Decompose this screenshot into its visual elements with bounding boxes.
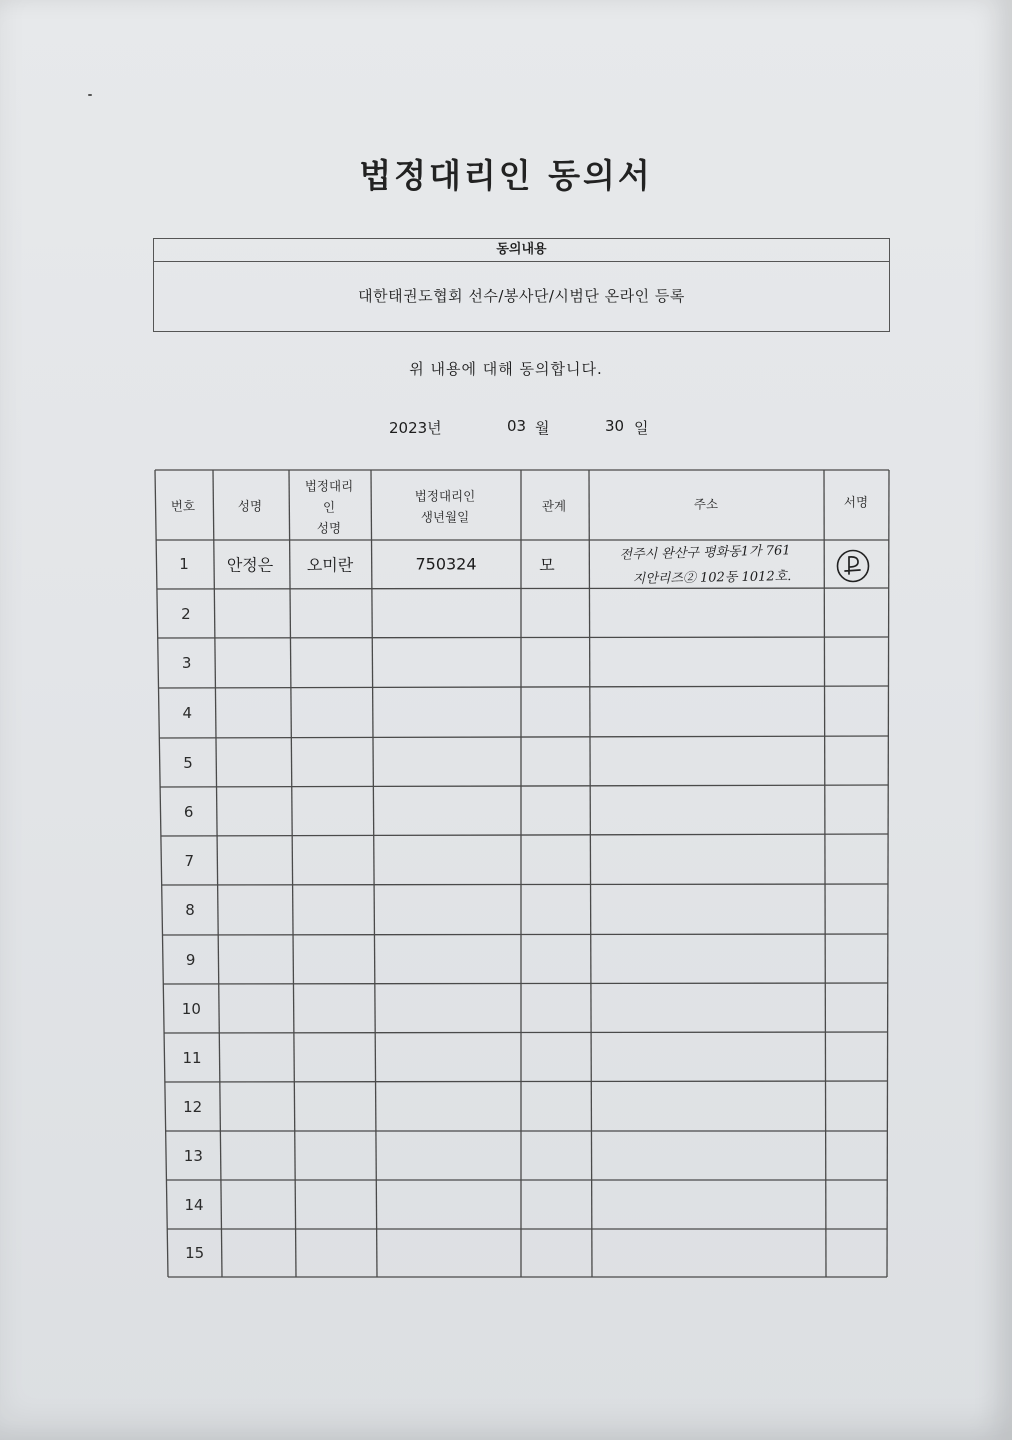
consent-body: 대한태권도협회 선수/봉사단/시범단 온라인 등록 <box>358 287 685 305</box>
row-number: 3 <box>181 654 192 672</box>
row-1-guardian-birth: 750324 <box>415 554 477 574</box>
header-guardian-name-line3: 성명 <box>316 520 342 536</box>
row-1-number: 1 <box>179 555 189 573</box>
header-name: 성명 <box>237 498 263 514</box>
date-day-value: 30 <box>605 417 625 435</box>
table-column-line <box>289 470 296 1277</box>
table-row-line <box>164 1032 888 1033</box>
date-month-value: 03 <box>507 417 527 435</box>
table-column-line <box>589 470 592 1277</box>
table-column-line <box>371 470 377 1277</box>
row-number: 9 <box>185 950 196 969</box>
row-number: 14 <box>184 1195 204 1214</box>
header-guardian-birth-line1: 법정대리인 <box>414 488 476 504</box>
consent-header: 동의내용 <box>154 239 889 262</box>
row-number: 13 <box>183 1146 203 1165</box>
row-1-address-line2: 지안리즈② 102동 1012호. <box>632 569 792 587</box>
row-number: 15 <box>185 1244 205 1262</box>
table-column-line <box>213 470 222 1277</box>
table-row-line <box>162 884 888 885</box>
header-address: 주소 <box>693 496 719 512</box>
row-number: 5 <box>183 753 193 772</box>
agreement-statement: 위 내용에 대해 동의합니다. <box>409 360 603 378</box>
row-number: 2 <box>181 604 191 623</box>
table-row-line <box>158 637 889 638</box>
signature-mark <box>834 548 872 584</box>
row-number: 4 <box>182 704 193 722</box>
date-day-unit: 일 <box>634 419 649 437</box>
row-number: 7 <box>184 851 195 870</box>
header-guardian-name-line1: 법정대리 <box>304 478 354 494</box>
row-number: 8 <box>185 901 195 919</box>
table-column-line <box>824 470 826 1277</box>
row-1-address-line1: 전주시 완산구 평화동1가 761 <box>619 543 791 563</box>
table-column-line <box>155 470 168 1277</box>
row-number: 6 <box>183 802 194 821</box>
table-column-line <box>887 470 889 1277</box>
header-guardian-name-line2: 인 <box>322 499 336 515</box>
header-guardian-birth-line2: 생년월일 <box>420 509 470 525</box>
header-number: 번호 <box>170 498 196 514</box>
row-number: 12 <box>183 1097 203 1116</box>
header-relation: 관계 <box>541 498 567 514</box>
table-row-line <box>163 983 887 984</box>
row-number: 11 <box>182 1048 202 1067</box>
table-row-line <box>159 736 888 738</box>
document-title: 법정대리인 동의서 <box>359 156 653 195</box>
row-1-name: 안정은 <box>226 555 274 575</box>
header-signature: 서명 <box>843 494 869 510</box>
table-row-line <box>159 686 889 688</box>
table-row-line <box>165 1081 888 1082</box>
row-1-guardian-name: 오미란 <box>306 555 354 575</box>
row-1-relation: 모 <box>539 555 555 575</box>
date-year: 2023년 <box>389 419 442 437</box>
table-row-line <box>160 785 888 787</box>
table-row-line <box>162 934 887 935</box>
table-row-line <box>157 588 889 589</box>
table-row-line <box>161 834 888 836</box>
row-number: 10 <box>181 999 201 1018</box>
date-month-unit: 월 <box>535 419 550 437</box>
